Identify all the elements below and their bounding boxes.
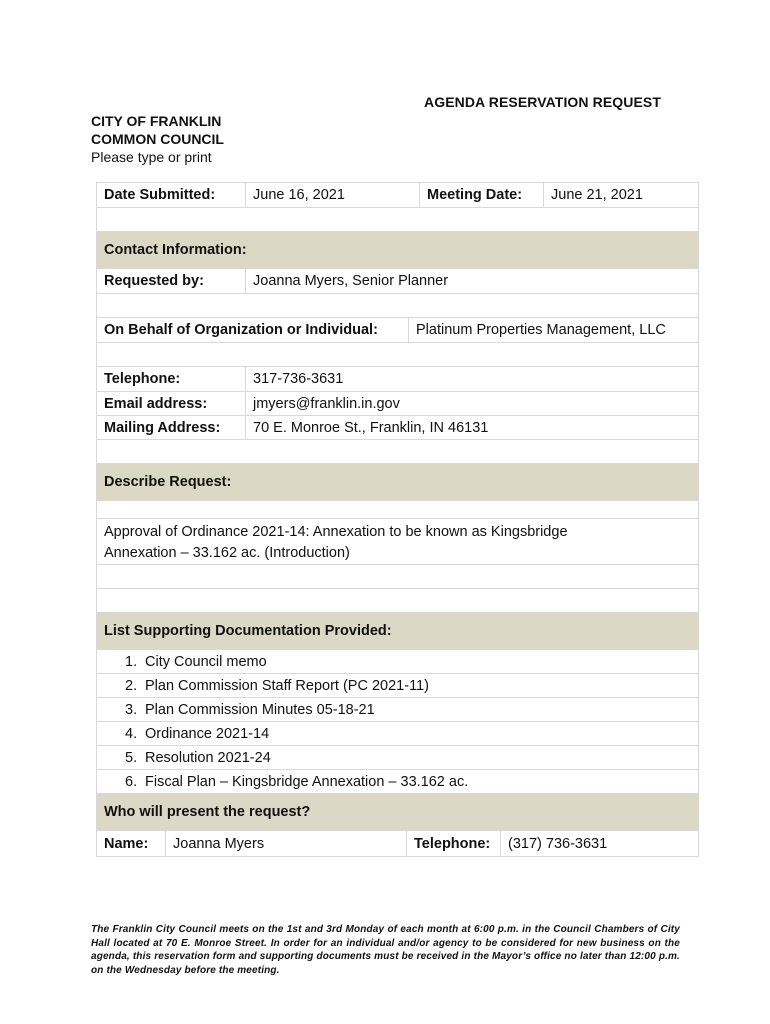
footer-note: The Franklin City Council meets on the 1st and 3rd Monday of each month at 6:00 p.m. in the Council Chambers of City Hall located at 70 E. Monroe Street. In order for an individual and/or agency to be considered for new business on the agenda, this reservation form and supporting documents must be received in the Mayor’s office no later than 12:00 p.m. on the Wednesday before the meeting.: [91, 924, 680, 976]
describe-header-label: Describe Request:: [104, 474, 232, 490]
docs-section-header: [97, 613, 698, 650]
telephone-field[interactable]: 317-736-3631: [245, 367, 698, 391]
telephone-row: [97, 367, 698, 392]
doc-item-field[interactable]: [97, 722, 698, 745]
doc-text: Plan Commission Staff Report (PC 2021-11): [145, 677, 429, 694]
behalf-field[interactable]: Platinum Properties Management, LLC: [408, 318, 698, 342]
request-line-2: Annexation – 33.162 ac. (Introduction): [104, 545, 350, 561]
dates-row: [97, 183, 698, 208]
list-item: [97, 698, 698, 722]
presenter-phone-field[interactable]: (317) 736-3631: [500, 831, 698, 856]
spacer-row: [97, 343, 698, 367]
behalf-label: On Behalf of Organization or Individual:: [104, 322, 378, 338]
telephone-label: Telephone:: [104, 371, 181, 387]
mailing-label: Mailing Address:: [104, 419, 221, 436]
request-description-row: [97, 519, 698, 565]
meeting-date-label: Meeting Date:: [419, 183, 543, 207]
doc-item-field[interactable]: [97, 698, 698, 721]
org-line-2: COMMON COUNCIL: [91, 131, 224, 147]
doc-item-field[interactable]: [97, 746, 698, 769]
contact-header-label: Contact Information:: [104, 242, 247, 258]
mailing-field[interactable]: 70 E. Monroe St., Franklin, IN 46131: [245, 416, 698, 439]
request-description-field[interactable]: [97, 519, 698, 564]
doc-item-field[interactable]: [97, 770, 698, 793]
doc-number: 3.: [125, 701, 138, 718]
requested-by-label: Requested by:: [104, 273, 204, 289]
doc-text: Ordinance 2021-14: [145, 725, 270, 742]
supporting-docs-list: [97, 650, 698, 794]
presenter-header-label: Who will present the request?: [104, 804, 311, 820]
doc-number: 5.: [125, 749, 138, 766]
presenter-row: [97, 831, 698, 857]
spacer-row: [97, 440, 698, 464]
meeting-date-field[interactable]: June 21, 2021: [543, 183, 698, 207]
org-line-1: CITY OF FRANKLIN: [91, 113, 222, 129]
date-submitted-label: Date Submitted:: [104, 187, 216, 203]
doc-number: 2.: [125, 677, 138, 694]
presenter-section-header: [97, 794, 698, 831]
spacer-row: [97, 294, 698, 318]
date-submitted-field[interactable]: June 16, 2021: [245, 183, 419, 207]
presenter-name-field[interactable]: Joanna Myers: [165, 831, 406, 856]
list-item: [97, 674, 698, 698]
behalf-row: [97, 318, 698, 343]
form-instruction: Please type or print: [91, 149, 212, 165]
page-title: AGENDA RESERVATION REQUEST: [424, 94, 661, 110]
requested-by-row: [97, 269, 698, 294]
list-item: [97, 746, 698, 770]
describe-section-header: [97, 464, 698, 501]
spacer-row: [97, 501, 698, 519]
doc-number: 4.: [125, 725, 138, 742]
list-item: [97, 770, 698, 794]
doc-text: Fiscal Plan – Kingsbridge Annexation – 33.162 ac.: [145, 773, 469, 790]
reservation-form: [96, 182, 699, 857]
doc-item-field[interactable]: [97, 650, 698, 673]
doc-text: City Council memo: [145, 653, 267, 670]
doc-number: 1.: [125, 653, 138, 670]
doc-item-field[interactable]: [97, 674, 698, 697]
doc-text: Resolution 2021-24: [145, 749, 271, 766]
spacer-row: [97, 208, 698, 232]
list-item: [97, 722, 698, 746]
doc-number: 6.: [125, 773, 138, 790]
doc-text: Plan Commission Minutes 05-18-21: [145, 701, 375, 718]
spacer-row: [97, 589, 698, 613]
requested-by-field[interactable]: Joanna Myers, Senior Planner: [245, 269, 698, 293]
presenter-phone-label: Telephone:: [406, 831, 500, 856]
mailing-row: [97, 416, 698, 440]
email-label: Email address:: [104, 395, 208, 412]
organization-header: [91, 112, 224, 166]
contact-section-header: [97, 232, 698, 269]
email-row: [97, 392, 698, 416]
email-field[interactable]: jmyers@franklin.in.gov: [245, 392, 698, 415]
presenter-name-label: Name:: [104, 835, 149, 852]
spacer-row: [97, 565, 698, 589]
request-line-1: Approval of Ordinance 2021-14: Annexation to be known as Kingsbridge: [104, 524, 568, 540]
list-item: [97, 650, 698, 674]
docs-header-label: List Supporting Documentation Provided:: [104, 623, 392, 639]
